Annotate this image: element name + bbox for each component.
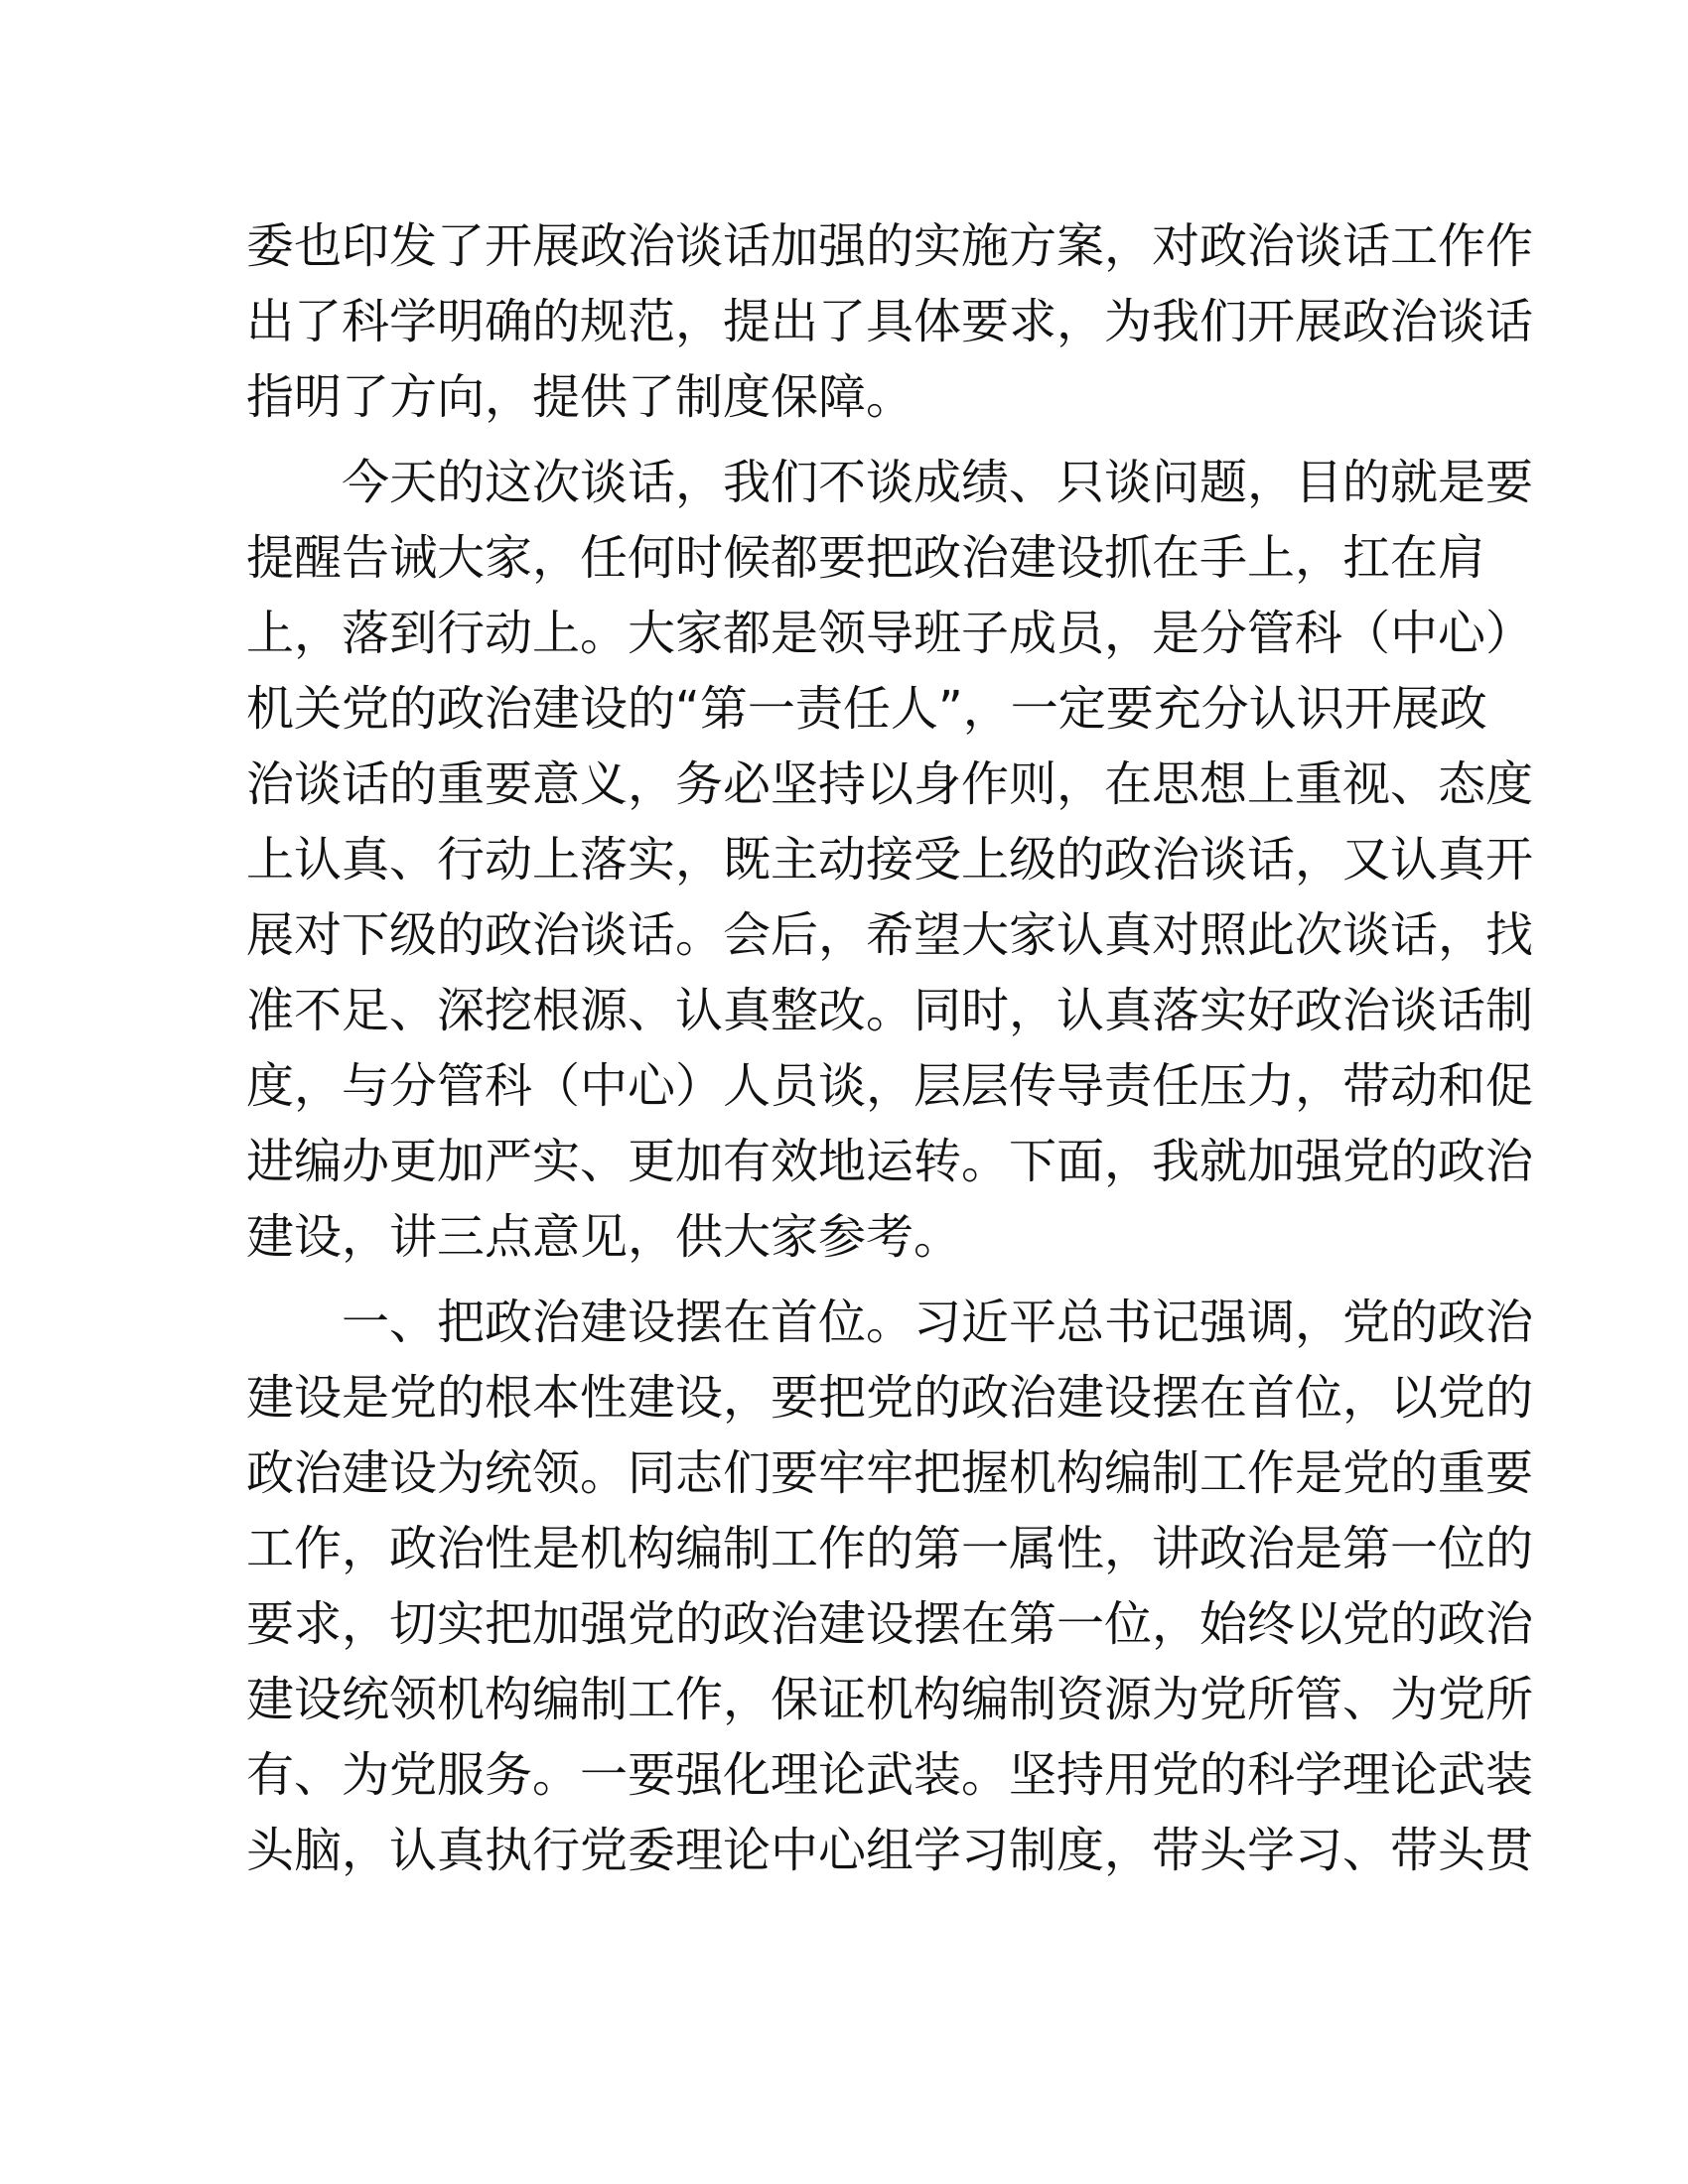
text-line: 今天的这次谈话，我们不谈成绩、只谈问题，目的就是要 <box>342 455 1534 510</box>
text-line: 要求，切实把加强党的政治建设摆在第一位，始终以党的政治 <box>246 1596 1534 1652</box>
text-line: 度，与分管科（中心）人员谈，层层传导责任压力，带动和促 <box>246 1058 1534 1114</box>
text-line: 工作，政治性是机构编制工作的第一属性，讲政治是第一位的 <box>246 1521 1534 1576</box>
text-line: 机关党的政治建设的“第一责任人”，一定要充分认识开展政 <box>246 681 1487 737</box>
text-line: 提醒告诫大家，任何时候都要把政治建设抓在手上，扛在肩 <box>246 530 1486 586</box>
text-line: 政治建设为统领。同志们要牢牢把握机构编制工作是党的重要 <box>246 1445 1534 1501</box>
text-line: 展对下级的政治谈话。会后，希望大家认真对照此次谈话，找 <box>246 907 1534 963</box>
paragraph-1 <box>246 208 1534 435</box>
text-line: 委也印发了开展政治谈话加强的实施方案，对政治谈话工作作 <box>246 218 1534 274</box>
text-line: 进编办更加严实、更加有效地运转。下面，我就加强党的政治 <box>246 1134 1534 1189</box>
text-line: 一、把政治建设摆在首位。习近平总书记强调，党的政治 <box>342 1295 1534 1350</box>
text-line: 准不足、深挖根源、认真整改。同时，认真落实好政治谈话制 <box>246 983 1534 1038</box>
text-line: 指明了方向，提供了制度保障。 <box>246 369 914 425</box>
text-line: 建设，讲三点意见，供大家参考。 <box>246 1209 962 1265</box>
paragraph-3 <box>246 1285 1534 1888</box>
text-line: 建设是党的根本性建设，要把党的政治建设摆在首位，以党的 <box>246 1370 1534 1426</box>
text-line: 上认真、行动上落实，既主动接受上级的政治谈话，又认真开 <box>246 832 1534 887</box>
text-line: 出了科学明确的规范，提出了具体要求，为我们开展政治谈话 <box>246 294 1534 349</box>
text-line: 治谈话的重要意义，务必坚持以身作则，在思想上重视、态度 <box>246 756 1534 812</box>
text-line: 有、为党服务。一要强化理论武装。坚持用党的科学理论武装 <box>246 1747 1534 1803</box>
text-line: 头脑，认真执行党委理论中心组学习制度，带头学习、带头贯 <box>246 1823 1534 1878</box>
text-line: 建设统领机构编制工作，保证机构编制资源为党所管、为党所 <box>246 1672 1534 1727</box>
text-line: 上，落到行动上。大家都是领导班子成员，是分管科（中心） <box>246 606 1534 661</box>
paragraph-2 <box>246 445 1534 1275</box>
document-page <box>246 208 1534 1898</box>
